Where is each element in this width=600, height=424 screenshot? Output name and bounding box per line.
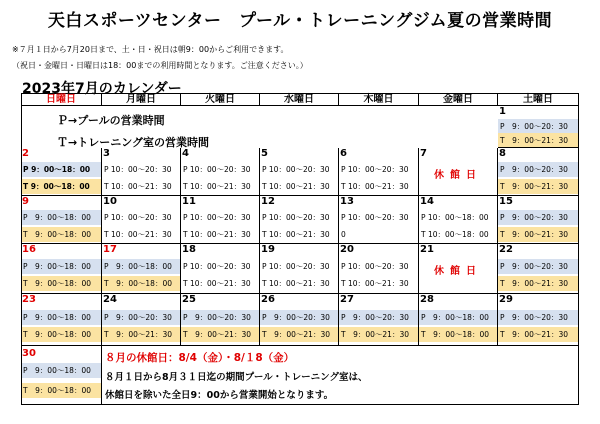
pool-hours: P 9：00～18：00 xyxy=(21,162,101,177)
august-note-2: 休館日を除いた全日9：00から営業開始となります。 xyxy=(105,390,334,401)
gym-hours: T 9：00～18：00 xyxy=(21,179,101,194)
gym-hours: T 9：00～21：30 xyxy=(260,327,338,342)
day-number: 15 xyxy=(499,196,513,207)
day-cell-15 xyxy=(498,196,579,244)
gym-hours: T 9：00～21：30 xyxy=(181,327,259,342)
pool-hours: P 10：00～20：30 xyxy=(262,165,330,174)
day-number: 16 xyxy=(22,244,36,255)
day-number: 12 xyxy=(261,196,275,207)
pool-hours: P 10：00～20：30 xyxy=(183,165,251,174)
day-cell-30 xyxy=(21,346,102,405)
day-number: 4 xyxy=(182,148,189,159)
day-cell-12 xyxy=(260,196,339,244)
pool-hours: P 9：00～18：00 xyxy=(419,310,497,325)
day-number: 22 xyxy=(499,244,513,255)
day-cell-19 xyxy=(260,244,339,294)
pool-hours: P 10：00～20：30 xyxy=(341,262,409,271)
day-number: 29 xyxy=(499,294,513,305)
pool-hours: P 9：00～18：00 xyxy=(21,259,101,274)
day-number: 28 xyxy=(420,294,434,305)
gym-hours: T 10：00～21：30 xyxy=(341,279,409,288)
day-number: 14 xyxy=(420,196,434,207)
day-number: 3 xyxy=(103,148,110,159)
day-cell-6 xyxy=(339,148,419,196)
hours-note-2: （祝日・金曜日・日曜日は18：00までの利用時間となります。ご注意ください。） xyxy=(12,61,308,70)
pool-hours: P 9：00～20：30 xyxy=(498,162,578,177)
gym-hours: T 9：00～21：30 xyxy=(339,327,418,342)
day-cell-11 xyxy=(181,196,260,244)
gym-hours: T 9：00～21：30 xyxy=(498,179,578,194)
page-title: 天白スポーツセンター プール・トレーニングジム夏の営業時間 xyxy=(47,11,553,31)
pool-hours: P 10：00～20：30 xyxy=(104,165,172,174)
gym-hours: T 10：00～18：00 xyxy=(421,230,489,239)
gym-hours: T 10：00～21：30 xyxy=(262,279,330,288)
day-number: 26 xyxy=(261,294,275,305)
day-cell-23 xyxy=(21,294,102,346)
pool-hours: P 10：00～20：30 xyxy=(262,262,330,271)
pool-hours: P 9：00～18：00 xyxy=(21,210,101,225)
day-number: 1 xyxy=(499,106,506,117)
day-cell-10 xyxy=(102,196,181,244)
pool-hours: P 9：00～20：30 xyxy=(339,310,418,325)
gym-hours: T 9：00～18：00 xyxy=(102,276,180,291)
day-number: 8 xyxy=(499,148,506,159)
gym-hours: T 10：00～21：30 xyxy=(262,182,330,191)
gym-hours: 0 xyxy=(341,230,346,239)
gym-hours: T 9：00～21：30 xyxy=(102,327,180,342)
gym-hours: T 9：00～18：00 xyxy=(21,227,101,242)
day-cell-21 xyxy=(419,244,498,294)
gym-hours: T 9：00～18：00 xyxy=(21,276,101,291)
weekday-header: 水曜日 xyxy=(260,93,339,106)
pool-hours: P 10：00～20：30 xyxy=(341,165,409,174)
day-number: 24 xyxy=(103,294,117,305)
day-number: 20 xyxy=(340,244,354,255)
day-number: 2 xyxy=(22,148,29,159)
day-cell-3 xyxy=(102,148,181,196)
day-cell-14 xyxy=(419,196,498,244)
day-cell-8 xyxy=(498,148,579,196)
day-number: 27 xyxy=(340,294,354,305)
pool-hours: P 9：00～20：30 xyxy=(260,310,338,325)
weekday-header: 火曜日 xyxy=(181,93,260,106)
day-number: 23 xyxy=(22,294,36,305)
pool-hours: P 9：00～18：00 xyxy=(21,310,101,325)
gym-hours: T 9：00～18：00 xyxy=(419,327,497,342)
day-cell-20 xyxy=(339,244,419,294)
day-number: 5 xyxy=(261,148,268,159)
gym-hours: T 9：00～21：30 xyxy=(498,227,578,242)
pool-hours: P 10：00～20：30 xyxy=(183,262,251,271)
day-number: 18 xyxy=(182,244,196,255)
pool-hours: P 10：00～20：30 xyxy=(341,213,409,222)
day-number: 30 xyxy=(22,348,36,359)
day-number: 9 xyxy=(22,196,29,207)
day-number: 6 xyxy=(340,148,347,159)
weekday-header: 月曜日 xyxy=(102,93,181,106)
day-number: 25 xyxy=(182,294,196,305)
day-cell-16 xyxy=(21,244,102,294)
pool-hours: P 9：00～20：30 xyxy=(498,310,578,325)
day-cell-2 xyxy=(21,148,102,196)
weekday-header: 土曜日 xyxy=(498,93,579,106)
gym-hours: T 10：00～21：30 xyxy=(183,182,251,191)
day-cell-1 xyxy=(498,106,579,148)
gym-hours: T 10：00～21：30 xyxy=(262,230,330,239)
day-cell-7 xyxy=(419,148,498,196)
day-number: 21 xyxy=(420,244,434,255)
august-closed-days: ８月の休館日：8/4（金）・8/１8（金） xyxy=(105,352,295,364)
pool-hours: P 9：00～20：30 xyxy=(498,259,578,274)
gym-hours: T 10：00～21：30 xyxy=(183,230,251,239)
pool-hours: P 10：00～20：30 xyxy=(262,213,330,222)
gym-hours: T 9：00～21：30 xyxy=(498,327,578,342)
pool-hours: P 9：00～20：30 xyxy=(498,210,578,225)
gym-hours: T 10：00～21：30 xyxy=(104,230,172,239)
pool-hours: P 9：00～20：30 xyxy=(102,310,180,325)
gym-hours: T 9：00～21：30 xyxy=(498,276,578,291)
weekday-header: 金曜日 xyxy=(419,93,498,106)
day-cell-4 xyxy=(181,148,260,196)
day-cell-24 xyxy=(102,294,181,346)
closed-label: 休館日 xyxy=(434,266,482,277)
day-cell-27 xyxy=(339,294,419,346)
legend-pool: Ｐ→プールの営業時間 xyxy=(57,114,165,127)
day-number: 11 xyxy=(182,196,196,207)
legend-gym: Ｔ→トレーニング室の営業時間 xyxy=(57,136,209,149)
day-number: 19 xyxy=(261,244,275,255)
hours-note-1: ※７月１日から7月20日まで、土・日・祝日は朝9：00からご利用できます。 xyxy=(12,45,289,54)
pool-hours: P 10：00～20：30 xyxy=(183,213,251,222)
gym-hours: T 10：00～21：30 xyxy=(183,279,251,288)
day-cell-18 xyxy=(181,244,260,294)
pool-hours: P 10：00～20：30 xyxy=(104,213,172,222)
pool-hours: P 9：00～18：00 xyxy=(21,363,101,378)
calendar-title: 2023年7月のカレンダー xyxy=(22,81,182,97)
day-cell-29 xyxy=(498,294,579,346)
day-cell-9 xyxy=(21,196,102,244)
weekday-header: 日曜日 xyxy=(21,93,102,106)
gym-hours: T 10：00～21：30 xyxy=(104,182,172,191)
gym-hours: T 10：00～21：30 xyxy=(341,182,409,191)
pool-hours: P 9：00～18：00 xyxy=(102,259,180,274)
day-cell-22 xyxy=(498,244,579,294)
pool-hours: P 10：00～18：00 xyxy=(421,213,489,222)
day-cell-13 xyxy=(339,196,419,244)
day-cell-28 xyxy=(419,294,498,346)
day-cell-26 xyxy=(260,294,339,346)
day-cell-25 xyxy=(181,294,260,346)
gym-hours: T 9：00～18：00 xyxy=(21,383,101,398)
day-number: 10 xyxy=(103,196,117,207)
gym-hours: T 9：00～18：00 xyxy=(21,327,101,342)
pool-hours: P 9：00～20：30 xyxy=(498,119,578,134)
day-number: 17 xyxy=(103,244,117,255)
august-note-1: ８月１日から8月３１日迄の期間プール・トレーニング室は、 xyxy=(105,372,368,383)
row-divider xyxy=(21,345,579,346)
day-cell-5 xyxy=(260,148,339,196)
day-number: 7 xyxy=(420,148,427,159)
weekday-header: 木曜日 xyxy=(339,93,419,106)
day-number: 13 xyxy=(340,196,354,207)
calendar-grid xyxy=(21,93,579,405)
gym-hours: T 9：00～21：30 xyxy=(498,133,578,148)
day-cell-17 xyxy=(102,244,181,294)
closed-label: 休館日 xyxy=(434,170,482,181)
pool-hours: P 9：00～20：30 xyxy=(181,310,259,325)
